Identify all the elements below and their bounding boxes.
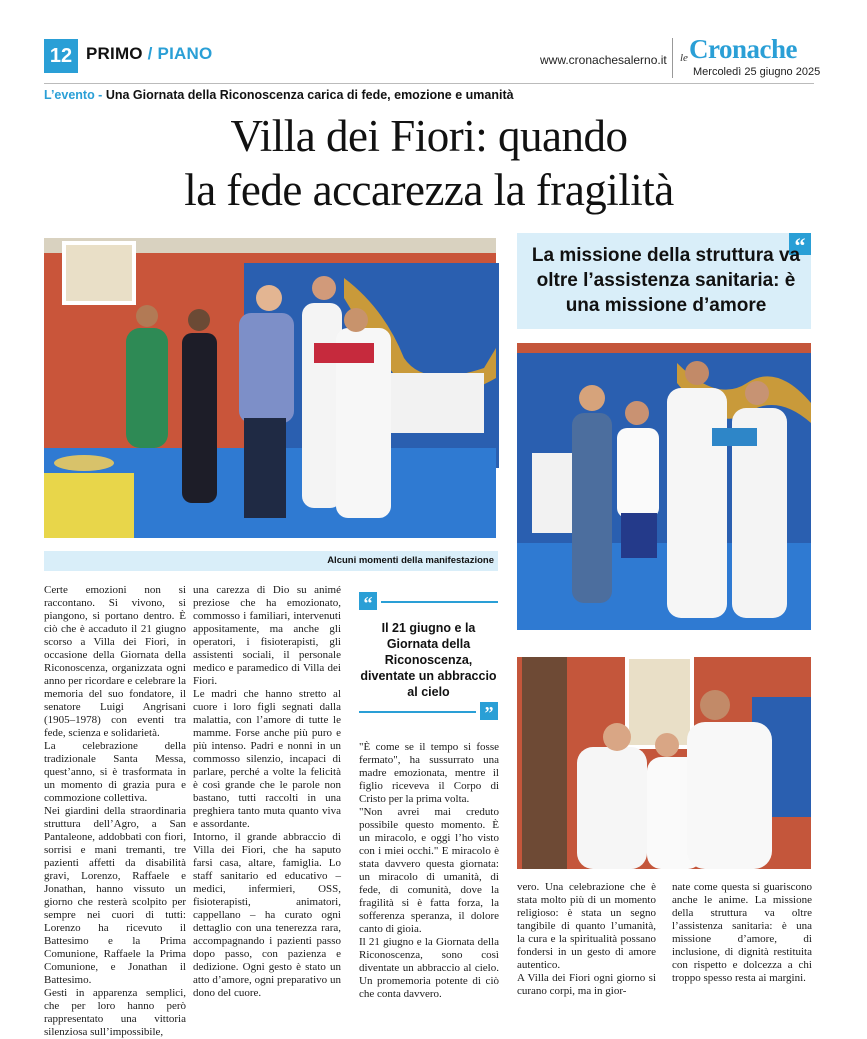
paragraph: "Non avrei mai creduto possibile questo momento. È un miracolo, e oggi l’ho visto con i miei occhi." E miracolo è stata davvero questa giornata: un miracolo di umanità, di fede, di comunità, dove la fragilità si è fatta forza, la sofferenza speranza, il dolore canto di gioia. xyxy=(359,806,499,935)
quote-mark-icon: “ xyxy=(789,233,811,255)
photo-first-communion xyxy=(517,343,811,630)
header-divider xyxy=(672,38,673,78)
header-rule xyxy=(44,83,814,84)
kicker-text: Una Giornata della Riconoscenza carica di fede, emozione e umanità xyxy=(105,88,514,102)
issue-date: Mercoledì 25 giugno 2025 xyxy=(693,66,821,78)
paragraph: Il 21 giugno e la Giornata della Riconoscenza, sono così diventate un abbraccio al cielo. Un promemoria potente di ciò che conta davvero. xyxy=(359,936,499,1000)
logo-prefix: le xyxy=(680,52,688,64)
pull-quote-top-text: La missione della struttura va oltre l’assistenza sanitaria: è una missione d’amore xyxy=(531,245,801,316)
pull-quote-middle-text: Il 21 giugno e la Giornata della Riconoscenza, diventate un abbraccio al cielo xyxy=(360,621,497,699)
headline-line-2: la fede accarezza la fragilità xyxy=(184,165,674,215)
headline-line-1: Villa dei Fiori: quando xyxy=(230,111,628,161)
paragraph: Le madri che hanno stretto al cuore i loro figli segnati dalla malattia, con l’amore di tutte le mamme. Forse anche più puro e più intenso. Padri e nonni in un commosso silenzio, incapaci di parlare, perché a volte la felicità è così grande che le parole non bastano, tutti raccolti in una preghiera tanto muta quanto viva e assordante. xyxy=(193,688,341,830)
paragraph: nate come questa si guariscono anche le anime. La missione della struttura va oltre l’assistenza sanitaria: è una missione d’amore, di inclusione, di dignità restituita con rispetto e dolcezza a chi troppo spesso resta ai margini. xyxy=(672,881,812,984)
photo-blessing xyxy=(517,657,811,869)
paragraph: Intorno, il grande abbraccio di Villa dei Fiori, che ha saputo farsi casa, altare, famiglia. Lo staff sanitario ed educativo – medici, infermieri, OSS, fisioterapisti, animatori, cappellano – ha curato ogni dettaglio con una tenerezza rara, accompagnando i pazienti passo dopo passo, con pazienza e dedizione. Ogni gesto è stato un atto d’amore, ogni preparativo un dono del cuore. xyxy=(193,831,341,999)
section-separator: / xyxy=(147,44,153,63)
paragraph: A Villa dei Fiori ogni giorno si curano corpi, ma in gior- xyxy=(517,972,656,997)
paragraph: Nei giardini della straordinaria struttura dell’Agro, a San Pantaleone, addobbati con fiori, sorrisi e mani tremanti, tre pazienti affetti da disabilità gravi, Lorenzo, Raffaele e Jonathan, hanno vissuto un giorno che resterà scolpito per sempre nei cuori di tutti: Lorenzo ha ricevuto il Battesimo e la Prima Comunione, Raffaele la Prima Comunione, e Jonathan il Battesimo. xyxy=(44,805,186,986)
kicker xyxy=(44,88,514,102)
quote-rule-top xyxy=(381,601,498,603)
article-column-4 xyxy=(517,881,656,998)
paragraph: Certe emozioni non si raccontano. Si vivono, si piangono, si portano dentro. È ciò che è accaduto il 21 giugno scorso a Villa dei Fiori, in occasione della Giornata della Riconoscenza, organizzata ogni anno per ricordare e celebrare la memoria del suo fondatore, il senatore Luigi Angrisani (1905–1978) con eventi tra fede, scienza e solidarietà. xyxy=(44,584,186,739)
paragraph: vero. Una celebrazione che è stata molto più di un momento religioso: è stata un segno tangibile di quanto l’umanità, la cura e la spiritualità possano fondersi in un gesto di amore autentico. xyxy=(517,881,656,971)
pull-quote-top xyxy=(517,233,811,329)
section-secondary: PIANO xyxy=(157,44,213,63)
section-primary: PRIMO xyxy=(86,44,143,63)
photo-caption-bar xyxy=(44,551,498,571)
article-column-1 xyxy=(44,584,186,1039)
section-title xyxy=(86,44,212,64)
article-column-5 xyxy=(672,881,812,985)
website-url: www.cronachesalerno.it xyxy=(540,53,667,67)
article-column-2 xyxy=(193,584,341,1000)
paragraph: una carezza di Dio su animé preziose che ha emozionato, commosso i familiari, intervenuti appositamente, ma anche gli operatori, i fisioterapisti, gli assistenti sociali, il personale medico e paramedico di Villa dei Fiori. xyxy=(193,584,341,687)
paragraph: "È come se il tempo si fosse fermato", ha sussurrato una madre emozionata, mentre il figlio riceveva il Corpo di Cristo per la prima volta. xyxy=(359,741,499,805)
paragraph: La celebrazione della tradizionale Santa Messa, quest’anno, si è trasformata in un momento di grazia pura e commozione collettiva. xyxy=(44,740,186,804)
kicker-label: L’evento - xyxy=(44,88,103,102)
pull-quote-middle xyxy=(359,592,498,724)
open-quote-icon: “ xyxy=(359,592,377,610)
close-quote-icon: ” xyxy=(480,702,498,720)
quote-rule-bottom xyxy=(359,711,476,713)
page-number: 12 xyxy=(44,39,78,73)
paragraph: Gesti in apparenza semplici, che per loro hanno però rappresentato una vittoria silenziosa sull’impossibile, xyxy=(44,987,186,1038)
photo-ceremony-main xyxy=(44,238,496,538)
photo-caption: Alcuni momenti della manifestazione xyxy=(327,555,494,566)
newspaper-logo: Cronache xyxy=(689,34,797,64)
article-column-3 xyxy=(359,741,499,1001)
